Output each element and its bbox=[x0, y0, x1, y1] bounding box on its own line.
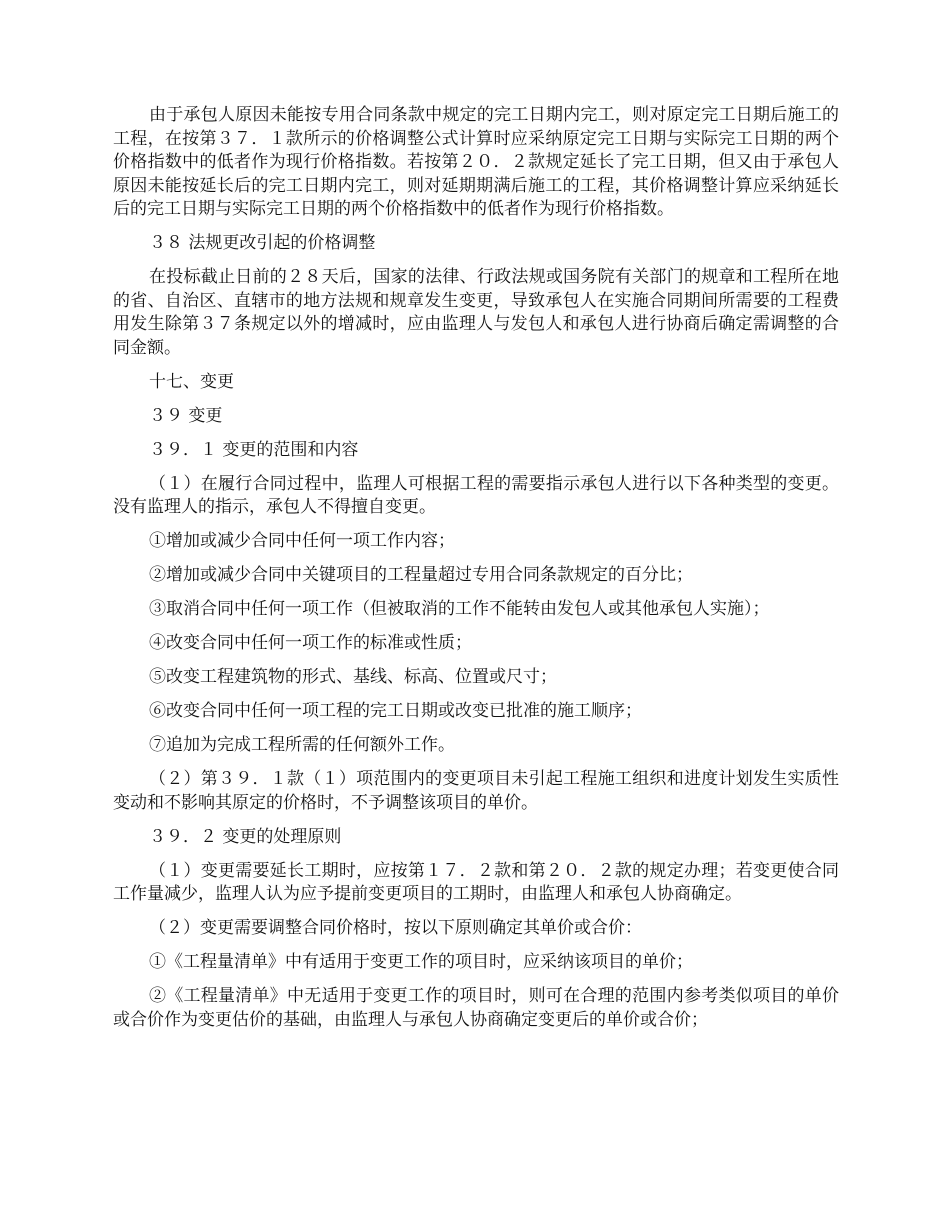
list-item-3: ③取消合同中任何一项工作（但被取消的工作不能转由发包人或其他承包人实施）； bbox=[149, 599, 770, 619]
paragraph-39-2-1: （１）变更需要延长工期时，应按第１７．２款和第２０．２款的规定办理；若变更使合同工作量减少，监理人认为应予提前变更项目的工期时，由监理人和承包人协商确定。 bbox=[113, 860, 839, 904]
list-item-7: ⑦追加为完成工程所需的任何额外工作。 bbox=[149, 735, 455, 755]
paragraph-delay-price-index: 由于承包人原因未能按专用合同条款中规定的完工日期内完工，则对原定完工日期后施工的工程，在按第３７．１款所示的价格调整公式计算时应采纳原定完工日期与实际完工日期的两个价格指数中的低者作为现行价格指数。若按第２０．２款规定延长了完工日期，但又由于承包人原因未能按延长后的完工日期内完工，则对延期期满后施工的工程，其价格调整计算应采纳延长后的完工日期与实际完工日期的两个价格指数中的低者作为现行价格指数。 bbox=[113, 105, 839, 219]
price-item-2: ②《工程量清单》中无适用于变更工作的项目时，则可在合理的范围内参考类似项目的单价或合价作为变更估价的基础，由监理人与承包人协商确定变更后的单价或合价； bbox=[113, 986, 839, 1030]
price-item-1: ①《工程量清单》中有适用于变更工作的项目时，应采纳该项目的单价； bbox=[149, 952, 693, 972]
list-item-1: ①增加或减少合同中任何一项工作内容； bbox=[149, 531, 455, 551]
list-item-4: ④改变合同中任何一项工作的标准或性质； bbox=[149, 633, 472, 653]
paragraph-39-1-2: （２）第３９．１款（１）项范围内的变更项目未引起工程施工组织和进度计划发生实质性变动和不影响其原定的价格时，不予调整该项目的单价。 bbox=[113, 769, 839, 813]
heading-39-2-principles: ３９．２ 变更的处理原则 bbox=[149, 826, 342, 847]
paragraph-law-change: 在投标截止日前的２８天后，国家的法律、行政法规或国务院有关部门的规章和工程所在地的省、自治区、直辖市的地方法规和规章发生变更，导致承包人在实施合同期间所需要的工程费用发生除第３７条规定以外的增减时，应由监理人与发包人和承包人进行协商后确定需调整的合同金额。 bbox=[113, 267, 839, 358]
document-page bbox=[113, 104, 839, 1032]
heading-39-1-scope: ３９．１ 变更的范围和内容 bbox=[149, 439, 359, 460]
paragraph-39-2-2: （２）变更需要调整合同价格时，按以下原则确定其单价或合价： bbox=[149, 918, 642, 938]
list-item-6: ⑥改变合同中任何一项工程的完工日期或改变已批准的施工顺序； bbox=[149, 701, 642, 721]
heading-38-law-change: ３８ 法规更改引起的价格调整 bbox=[149, 233, 376, 253]
list-item-5: ⑤改变工程建筑物的形式、基线、标高、位置或尺寸； bbox=[149, 667, 557, 687]
paragraph-39-1-1: （１）在履行合同过程中，监理人可根据工程的需要指示承包人进行以下各种类型的变更。没有监理人的指示，承包人不得擅自变更。 bbox=[113, 473, 839, 517]
list-item-2: ②增加或减少合同中关键项目的工程量超过专用合同条款规定的百分比； bbox=[149, 565, 693, 585]
heading-39-change: ３９ 变更 bbox=[149, 405, 223, 426]
chapter-heading-17-change: 十七、变更 bbox=[149, 371, 234, 392]
